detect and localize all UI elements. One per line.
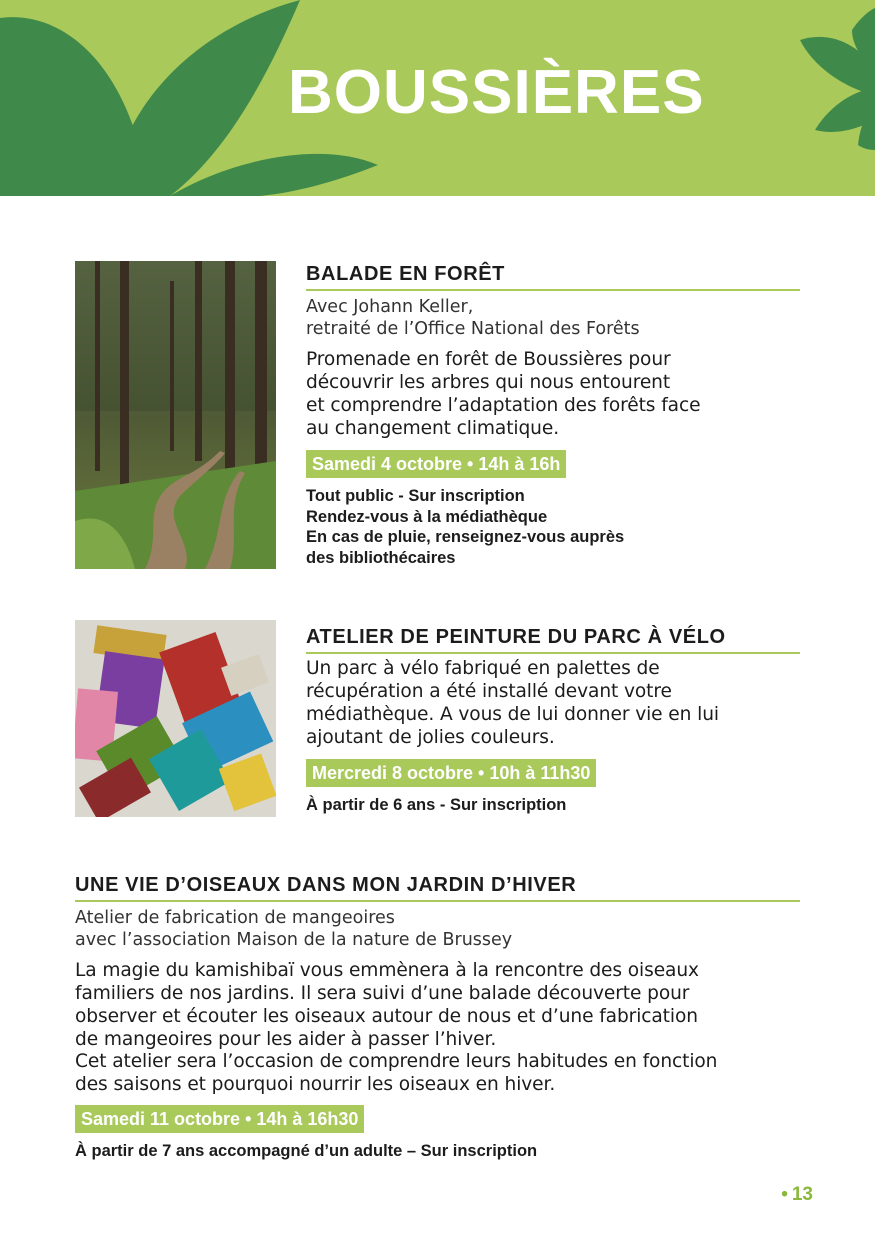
page-number-value: 13 [791,1184,813,1205]
event-description-line: récupération a été installé devant votre [306,681,672,702]
event-info-line: À partir de 6 ans - Sur inscription [306,796,567,814]
event-description-line: de mangeoires pour les aider à passer l’hiver. [75,1029,497,1050]
event-description-line: ajoutant de jolies couleurs. [306,727,555,748]
paint-brushes-photo [75,620,276,817]
event-description-line: La magie du kamishibaï vous emmènera à la rencontre des oiseaux [75,960,699,981]
event-date-badge: Samedi 11 octobre • 14h à 16h30 [75,1105,364,1133]
event-description-line: familiers de nos jardins. Il sera suivi d’une balade découverte pour [75,983,690,1004]
event-subtitle-line: avec l’association Maison de la nature de Brussey [75,930,513,950]
event-date-badge: Mercredi 8 octobre • 10h à 11h30 [306,759,596,787]
event-description-line: Un parc à vélo fabriqué en palettes de [306,658,660,679]
forest-path-photo [75,261,276,569]
event-description-line: au changement climatique. [306,418,560,439]
event-description-line: et comprendre l’adaptation des forêts face [306,395,701,416]
event-description-line: des saisons et pourquoi nourrir les oiseaux en hiver. [75,1074,556,1095]
event-subtitle-line: Atelier de fabrication de mangeoires [75,908,395,928]
page-number [781,1184,813,1206]
event-title-balade: BALADE EN FORÊT [306,263,800,291]
event-subtitle-line: Avec Johann Keller, [306,297,474,317]
event-description-line: médiathèque. A vous de lui donner vie en lui [306,704,719,725]
page-header [0,0,875,196]
event-info-line: En cas de pluie, renseignez-vous auprès [306,528,625,546]
event-description-line: découvrir les arbres qui nous entourent [306,372,671,393]
event-description-line: Cet atelier sera l’occasion de comprendre leurs habitudes en fonction [75,1051,718,1072]
event-description-line: observer et écouter les oiseaux autour de nous et d’une fabrication [75,1006,698,1027]
event-description-line: Promenade en forêt de Boussières pour [306,349,671,370]
event-info-line: des bibliothécaires [306,549,456,567]
event-title-oiseaux: UNE VIE D’OISEAUX DANS MON JARDIN D’HIVER [75,874,800,902]
event-subtitle-line: retraité de l’Office National des Forêts [306,319,640,339]
event-info-line: Rendez-vous à la médiathèque [306,508,548,526]
page-title: BOUSSIÈRES [288,58,705,127]
event-info-line: Tout public - Sur inscription [306,487,525,505]
event-info-line: À partir de 7 ans accompagné d’un adulte – Sur inscription [75,1142,538,1160]
event-title-atelier-peinture: ATELIER DE PEINTURE DU PARC À VÉLO [306,626,800,654]
bullet-icon: • [781,1184,788,1205]
event-date-badge: Samedi 4 octobre • 14h à 16h [306,450,566,478]
